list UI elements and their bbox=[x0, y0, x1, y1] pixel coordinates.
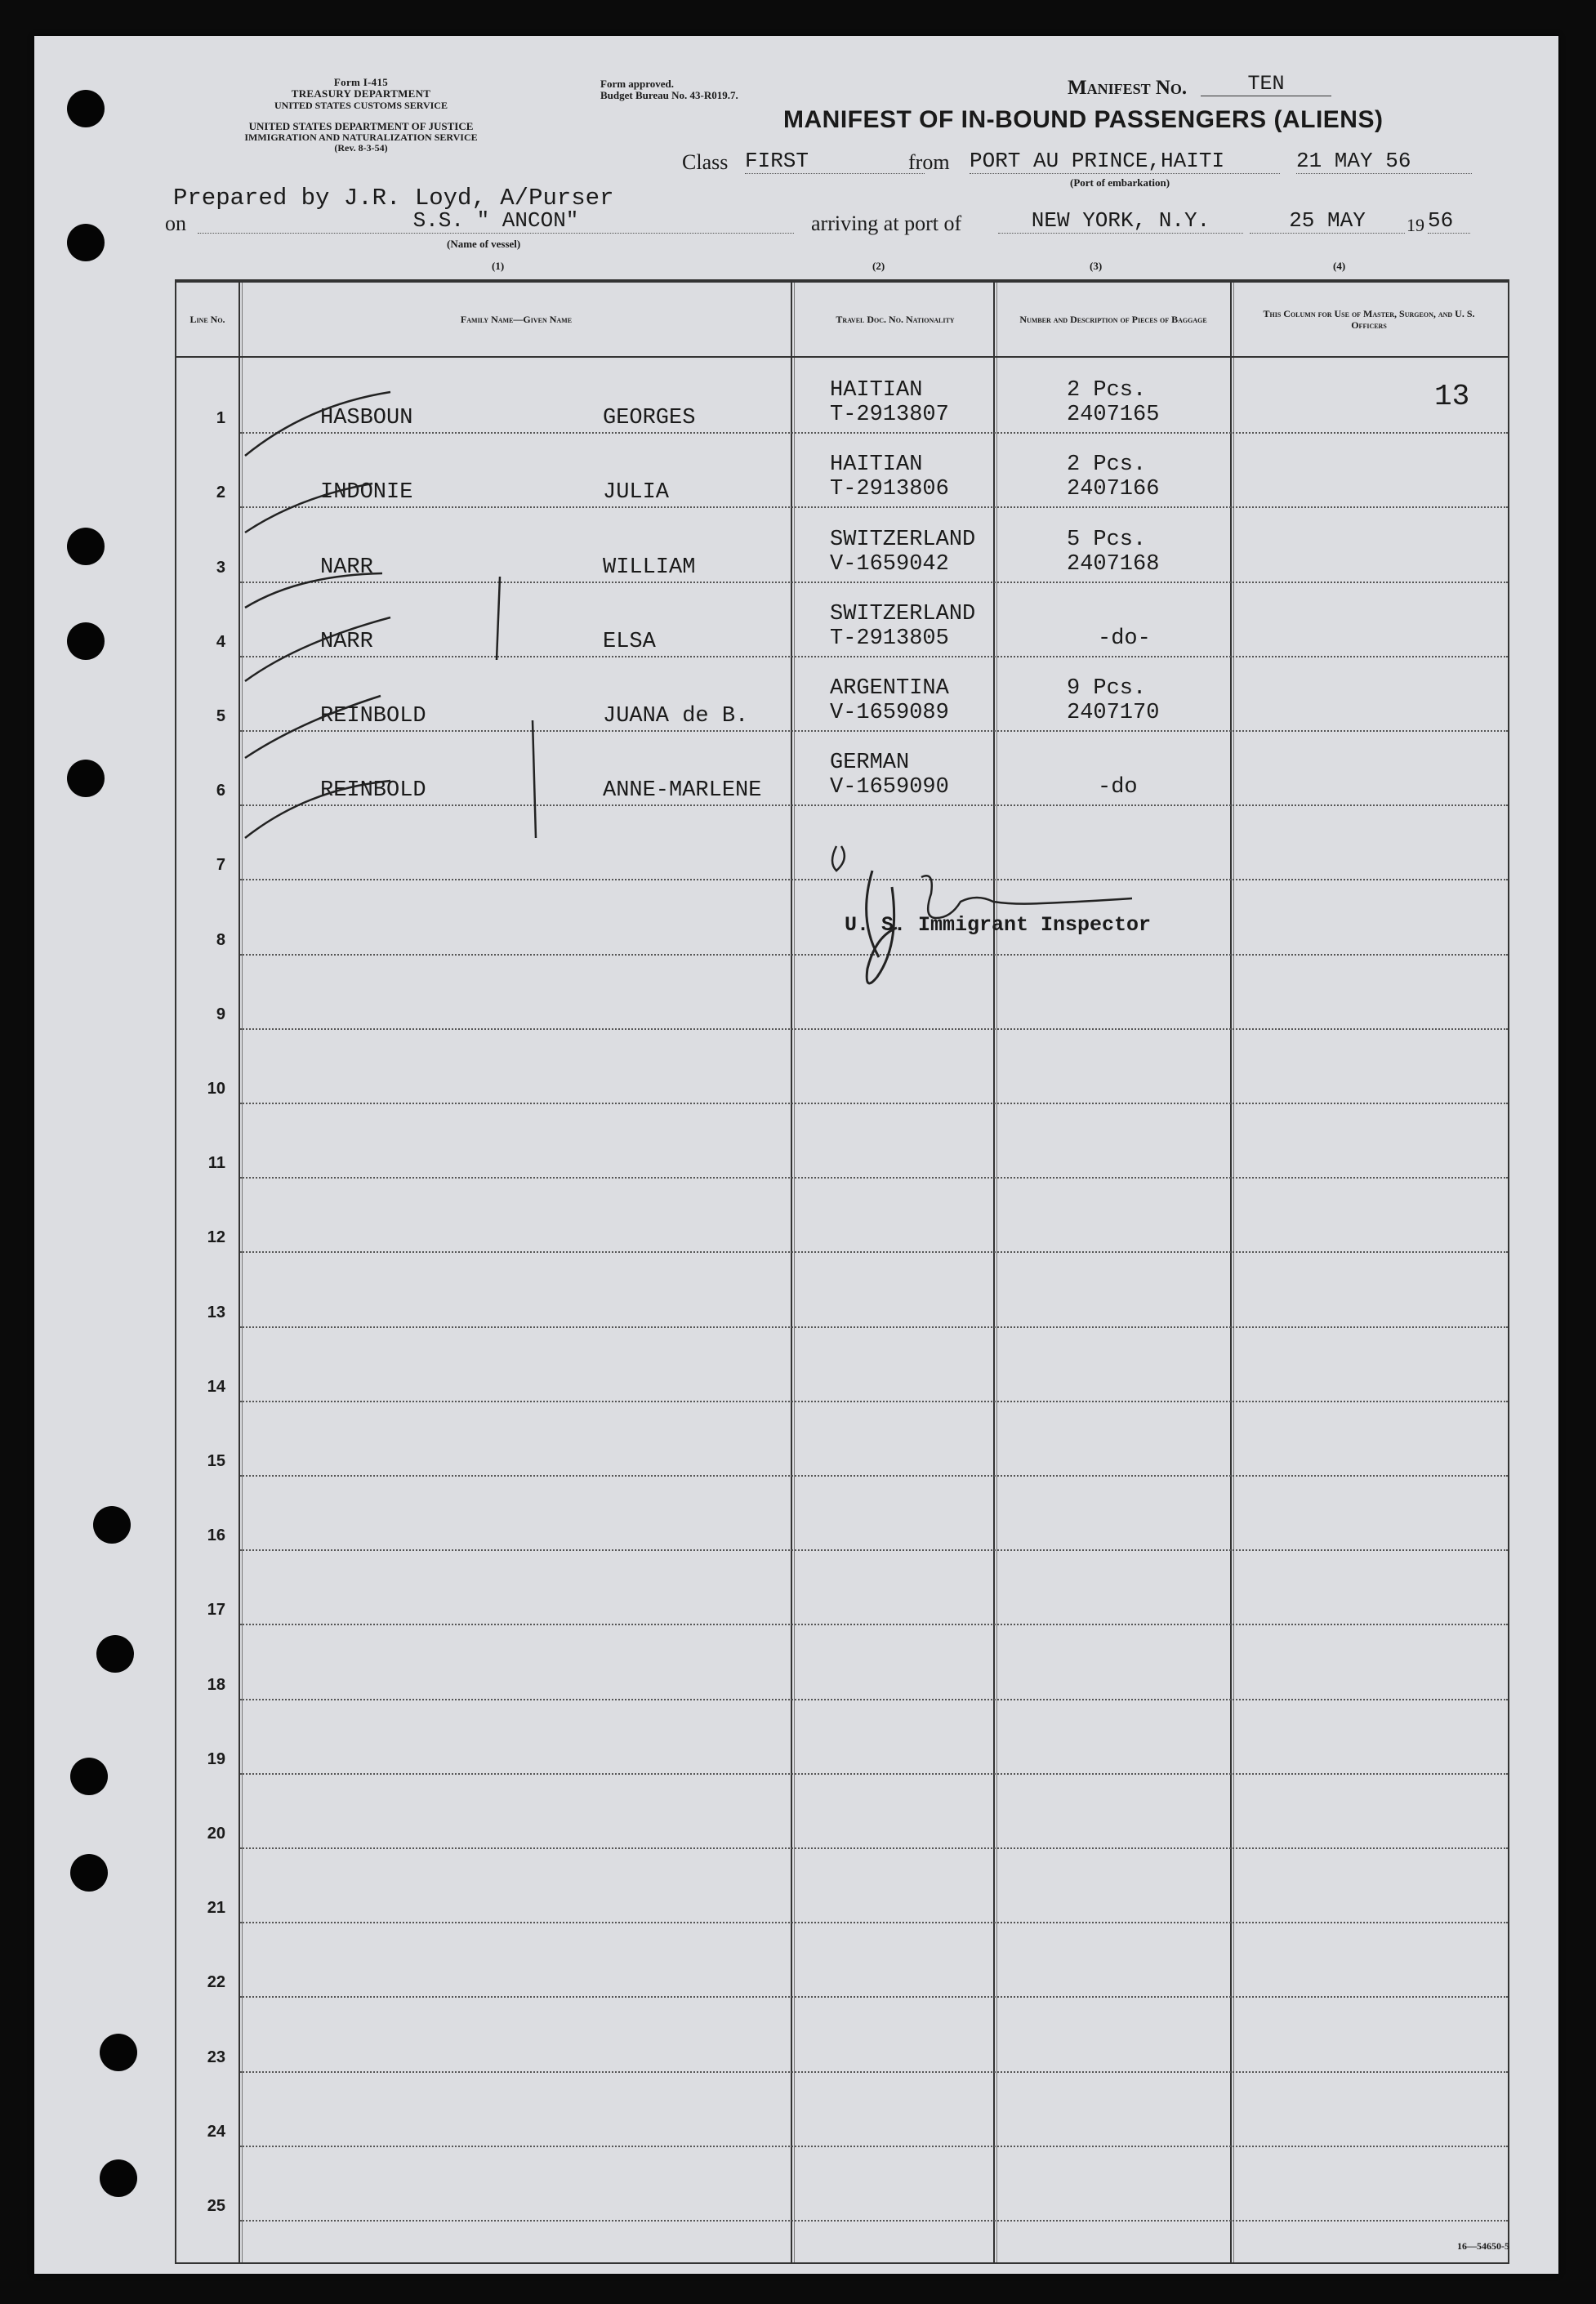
table-row-rule bbox=[240, 1549, 1508, 1551]
punch-hole bbox=[67, 224, 105, 261]
travel-doc-number: T-2913807 bbox=[830, 403, 949, 428]
class-value: FIRST bbox=[745, 149, 925, 174]
travel-doc-number: T-2913806 bbox=[830, 477, 949, 502]
justice-department: UNITED STATES DEPARTMENT OF JUSTICE bbox=[248, 119, 474, 132]
class-label: Class bbox=[682, 150, 729, 174]
form-number: Form I-415 bbox=[333, 76, 389, 88]
column-number: (3) bbox=[1090, 260, 1103, 272]
punch-hole bbox=[100, 2034, 137, 2071]
family-name: HASBOUN bbox=[320, 406, 413, 431]
table-row-rule bbox=[240, 1401, 1508, 1402]
punch-hole bbox=[100, 2159, 137, 2197]
baggage-count: 5 Pcs. bbox=[1067, 527, 1147, 552]
table-row-rule bbox=[240, 432, 1508, 434]
line-number: 3 bbox=[216, 558, 225, 577]
manifest-title: MANIFEST OF IN-BOUND PASSENGERS (ALIENS) bbox=[783, 106, 1384, 133]
embarkation-date: 21 MAY 56 bbox=[1296, 149, 1472, 174]
ins-service: IMMIGRATION AND NATURALIZATION SERVICE bbox=[244, 131, 478, 144]
family-name: REINBOLD bbox=[320, 704, 426, 729]
vessel-caption: (Name of vessel) bbox=[447, 238, 521, 250]
table-row-rule bbox=[240, 1028, 1508, 1030]
column-divider bbox=[791, 283, 792, 2262]
line-number: 8 bbox=[216, 930, 225, 949]
agency-header bbox=[173, 77, 549, 154]
form-approved: Form approved. bbox=[600, 78, 675, 90]
given-name: JUANA de B. bbox=[603, 704, 749, 729]
table-row-rule bbox=[240, 1996, 1508, 1998]
line-number: 11 bbox=[207, 1154, 225, 1173]
punch-hole bbox=[96, 1635, 134, 1673]
travel-doc-number: V-1659089 bbox=[830, 701, 949, 725]
line-number: 12 bbox=[207, 1228, 225, 1247]
table-row-rule bbox=[240, 1922, 1508, 1923]
punch-hole bbox=[70, 1854, 108, 1892]
header-baggage: Number and Description of Pieces of Baggage bbox=[1019, 313, 1207, 325]
officer-mark: 13 bbox=[1434, 380, 1470, 414]
line-number: 7 bbox=[216, 856, 225, 875]
table-row-rule bbox=[240, 2146, 1508, 2147]
from-label: from bbox=[908, 150, 950, 174]
manifest-sheet bbox=[34, 36, 1558, 2274]
nationality: HAITIAN bbox=[830, 378, 923, 403]
line-number: 15 bbox=[207, 1452, 225, 1470]
arrival-date: 25 MAY bbox=[1250, 208, 1405, 234]
table-row-rule bbox=[240, 954, 1508, 956]
given-name: GEORGES bbox=[603, 406, 696, 431]
punch-hole bbox=[67, 622, 105, 660]
table-row-rule bbox=[240, 1251, 1508, 1253]
line-number: 10 bbox=[207, 1080, 225, 1098]
arrival-port: NEW YORK, N.Y. bbox=[998, 208, 1243, 234]
line-number: 25 bbox=[207, 2197, 225, 2215]
line-number: 9 bbox=[216, 1005, 225, 1023]
port-embark-caption: (Port of embarkation) bbox=[1070, 176, 1170, 189]
travel-doc-number: V-1659090 bbox=[830, 775, 949, 800]
given-name: ANNE-MARLENE bbox=[603, 778, 762, 804]
line-number: 20 bbox=[207, 1825, 225, 1843]
column-divider bbox=[239, 283, 240, 2262]
baggage-count: 9 Pcs. bbox=[1067, 676, 1147, 701]
punch-hole bbox=[67, 90, 105, 127]
given-name: WILLIAM bbox=[603, 555, 696, 580]
header-travel-doc: Travel Doc. No. Nationality bbox=[836, 313, 955, 325]
column-divider bbox=[993, 283, 995, 2262]
nationality: GERMAN bbox=[830, 751, 910, 776]
family-name: NARR bbox=[320, 629, 373, 654]
budget-bureau: Budget Bureau No. 43-R019.7. bbox=[600, 89, 738, 102]
table-row-rule bbox=[240, 1624, 1508, 1625]
table-row-rule bbox=[240, 879, 1508, 880]
column-divider bbox=[996, 283, 997, 2262]
table-row-rule bbox=[240, 730, 1508, 732]
customs-service: UNITED STATES CUSTOMS SERVICE bbox=[274, 99, 448, 111]
column-divider bbox=[1233, 283, 1234, 2262]
table-row-rule bbox=[240, 506, 1508, 508]
manifest-no-label: Manifest No. bbox=[1068, 77, 1188, 99]
punch-hole bbox=[67, 528, 105, 565]
column-number: (2) bbox=[872, 260, 885, 272]
header-officers: This Column for Use of Master, Surgeon, and U. S. Officers bbox=[1263, 307, 1475, 331]
port-of-embarkation: PORT AU PRINCE,HAITI bbox=[970, 149, 1280, 174]
given-name: ELSA bbox=[603, 629, 656, 654]
family-name: INDONIE bbox=[320, 480, 413, 506]
table-row-rule bbox=[240, 1699, 1508, 1700]
table-row-rule bbox=[240, 2220, 1508, 2222]
baggage-tag: -do- bbox=[1098, 626, 1151, 651]
column-number: (4) bbox=[1333, 260, 1346, 272]
inspector-caption: U. S. Immigrant Inspector bbox=[845, 913, 1152, 937]
line-number: 5 bbox=[216, 707, 225, 725]
form-revision: (Rev. 8-3-54) bbox=[334, 142, 388, 154]
table-row-rule bbox=[240, 1475, 1508, 1477]
line-number: 6 bbox=[216, 782, 225, 800]
punch-hole bbox=[70, 1758, 108, 1795]
travel-doc-number: T-2913805 bbox=[830, 626, 949, 651]
nationality: ARGENTINA bbox=[830, 676, 949, 701]
baggage-tag: 2407166 bbox=[1067, 477, 1160, 502]
nationality: SWITZERLAND bbox=[830, 601, 976, 626]
line-number: 22 bbox=[207, 1973, 225, 1992]
punch-hole bbox=[93, 1506, 131, 1544]
line-number: 13 bbox=[207, 1303, 225, 1321]
year-prefix: 19 bbox=[1407, 215, 1424, 235]
header-name: Family Name—Given Name bbox=[460, 313, 573, 325]
table-row-rule bbox=[240, 1847, 1508, 1849]
column-number: (1) bbox=[492, 260, 505, 272]
table-row-rule bbox=[240, 1773, 1508, 1775]
treasury-department: TREASURY DEPARTMENT bbox=[291, 87, 431, 100]
family-name: NARR bbox=[320, 555, 373, 580]
baggage-tag: 2407165 bbox=[1067, 403, 1160, 428]
arrival-year: 56 bbox=[1428, 208, 1470, 234]
line-number: 16 bbox=[207, 1526, 225, 1545]
baggage-tag: 2407170 bbox=[1067, 701, 1160, 725]
baggage-count: 2 Pcs. bbox=[1067, 452, 1147, 478]
line-number: 23 bbox=[207, 2048, 225, 2066]
prepared-by: Prepared by J.R. Loyd, A/Purser bbox=[173, 185, 614, 212]
on-label: on bbox=[165, 212, 186, 235]
line-number: 24 bbox=[207, 2122, 225, 2141]
line-number: 21 bbox=[207, 1899, 225, 1918]
form-approval bbox=[600, 78, 738, 102]
line-number: 14 bbox=[207, 1377, 225, 1396]
column-divider bbox=[794, 283, 795, 2262]
table-row-rule bbox=[240, 1177, 1508, 1179]
header-rule bbox=[176, 356, 1508, 358]
table-row-rule bbox=[240, 656, 1508, 657]
line-number: 17 bbox=[207, 1601, 225, 1620]
vessel-name: S.S. " ANCON" bbox=[198, 208, 794, 234]
nationality: SWITZERLAND bbox=[830, 527, 976, 552]
line-number: 19 bbox=[207, 1749, 225, 1768]
line-number: 18 bbox=[207, 1675, 225, 1694]
table-row-rule bbox=[240, 804, 1508, 806]
form-code: 16—54650-5 bbox=[1457, 2240, 1509, 2252]
nationality: HAITIAN bbox=[830, 452, 923, 478]
line-number: 4 bbox=[216, 632, 225, 651]
table-row-rule bbox=[240, 1103, 1508, 1104]
line-number: 2 bbox=[216, 484, 225, 502]
given-name: JULIA bbox=[603, 480, 670, 506]
line-number: 1 bbox=[216, 409, 225, 428]
manifest-no-value: TEN bbox=[1201, 72, 1331, 96]
passenger-table bbox=[175, 279, 1509, 2264]
baggage-tag: 2407168 bbox=[1067, 551, 1160, 577]
column-divider bbox=[1230, 283, 1232, 2262]
punch-hole bbox=[67, 760, 105, 797]
table-row-rule bbox=[240, 2071, 1508, 2073]
table-row-rule bbox=[240, 1326, 1508, 1328]
column-divider bbox=[242, 283, 243, 2262]
family-name: REINBOLD bbox=[320, 778, 426, 804]
header-line-no: Line No. bbox=[189, 313, 225, 325]
check-marks bbox=[176, 283, 1508, 2262]
baggage-tag: -do bbox=[1098, 775, 1138, 800]
table-row-rule bbox=[240, 582, 1508, 583]
travel-doc-number: V-1659042 bbox=[830, 551, 949, 577]
inspector-signature bbox=[176, 283, 1508, 2262]
baggage-count: 2 Pcs. bbox=[1067, 378, 1147, 403]
arriving-label: arriving at port of bbox=[811, 212, 962, 235]
